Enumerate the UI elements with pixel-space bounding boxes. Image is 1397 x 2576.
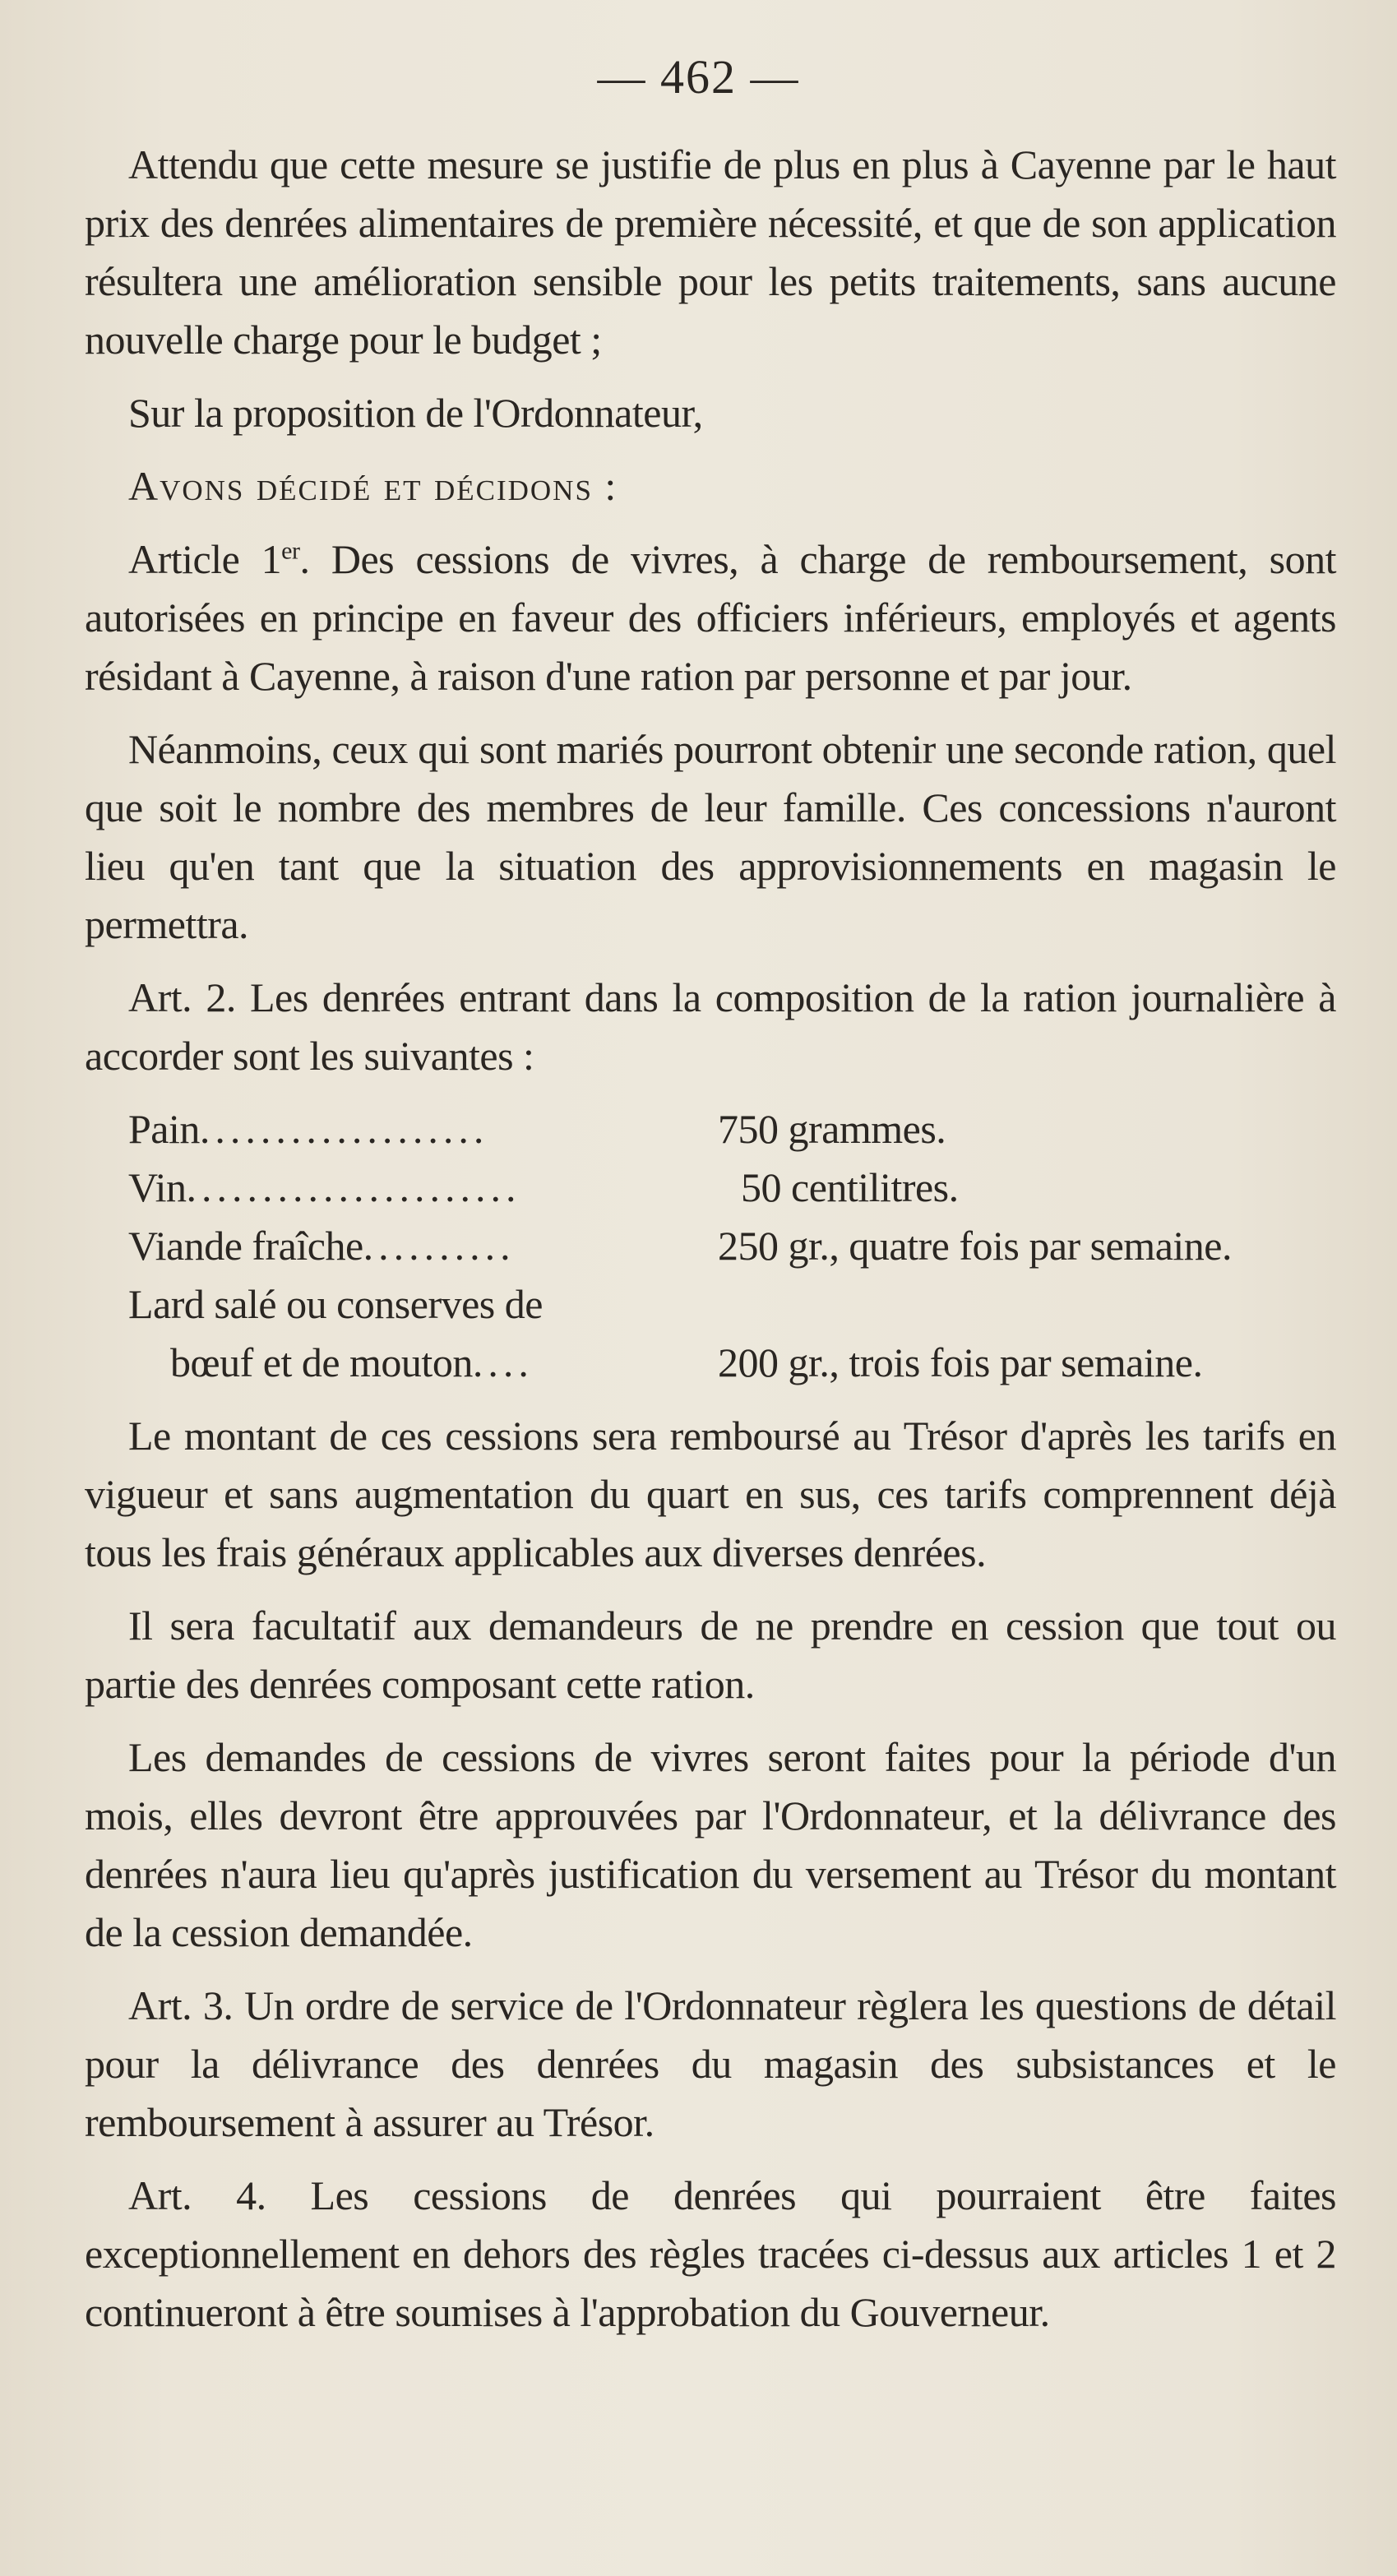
paragraph-optional: Il sera facultatif aux demandeurs de ne prendre en cession que tout ou partie des denrées composant cette ration. — [85, 1602, 1336, 1707]
ration-row — [85, 1275, 1336, 1334]
article-1-text: . Des cessions de vivres, à charge de remboursement, sont autorisées en principe en faveur des officiers inférieurs, employés et agents résidant à Cayenne, à raison d'une ration par personne et par jour. — [85, 536, 1336, 699]
page-number: — 462 — — [597, 50, 800, 104]
ration-item: Pain — [128, 1106, 200, 1152]
body-text — [85, 136, 1336, 2356]
ration-dots: ................... — [199, 1106, 489, 1152]
ration-dots: .......... — [363, 1223, 516, 1269]
ration-item: Viande fraîche — [128, 1223, 363, 1269]
ration-quantity: 250 gr., quatre fois par semaine. — [718, 1223, 1232, 1269]
paragraph-requests: Les demandes de cessions de vivres seront faites pour la période d'un mois, elles devront être approuvées par l'Ordonnateur, et la délivrance des denrées n'aura lieu qu'après justification du versement au Trésor du montant de la cession demandée. — [85, 1734, 1336, 1955]
ration-row — [85, 1334, 1336, 1392]
paragraph-married: Néanmoins, ceux qui sont mariés pourront obtenir une seconde ration, quel que soit le nombre des membres de leur famille. Ces concessions n'auront lieu qu'en tant que la situation des approvisionnements en magasin le permettra. — [85, 726, 1336, 947]
article-1-sup: er — [281, 537, 300, 565]
paragraph-article-1 — [85, 530, 1336, 705]
ration-quantity: 50 centilitres. — [741, 1164, 959, 1210]
ration-row — [85, 1217, 1336, 1275]
ration-quantity: 750 grammes. — [718, 1106, 946, 1152]
ration-row — [85, 1100, 1336, 1159]
paragraph-article-2: Art. 2. Les denrées entrant dans la composition de la ration journalière à accorder sont les suivantes : — [85, 974, 1336, 1079]
ration-list — [85, 1100, 1336, 1392]
ration-item: bœuf et de mouton — [170, 1339, 473, 1385]
ration-row — [85, 1159, 1336, 1217]
ration-dots: ...................... — [186, 1164, 521, 1210]
paragraph-reimbursement: Le montant de ces cessions sera remboursé au Trésor d'après les tarifs en vigueur et sans augmentation du quart en sus, ces tarifs comprennent déjà tous les frais généraux applicables aux diverses denrées. — [85, 1413, 1336, 1575]
paragraph-proposition: Sur la proposition de l'Ordonnateur, — [128, 390, 703, 436]
ration-item: Lard salé ou conserves de — [128, 1281, 543, 1327]
paragraph-preamble: Attendu que cette mesure se justifie de plus en plus à Cayenne par le haut prix des denrées alimentaires de première nécessité, et que de son application résultera une amélioration sensible pour les petits traitements, sans aucune nouvelle charge pour le budget ; — [85, 141, 1336, 363]
paragraph-article-3: Art. 3. Un ordre de service de l'Ordonnateur règlera les questions de détail pour la délivrance des denrées du magasin des subsistances et le remboursement à assurer au Trésor. — [85, 1982, 1336, 2145]
ration-quantity: 200 gr., trois fois par semaine. — [718, 1339, 1203, 1385]
paragraph-decision: Avons décidé et décidons : — [128, 463, 618, 509]
ration-item: Vin — [128, 1164, 187, 1210]
paragraph-article-4: Art. 4. Les cessions de denrées qui pourraient être faites exceptionnellement en dehors des règles tracées ci-dessus aux articles 1 et 2 continueront à être soumises à l'approbation du Gouverneur. — [85, 2172, 1336, 2335]
ration-dots: .... — [472, 1339, 534, 1385]
article-1-label: Article 1 — [128, 536, 282, 582]
